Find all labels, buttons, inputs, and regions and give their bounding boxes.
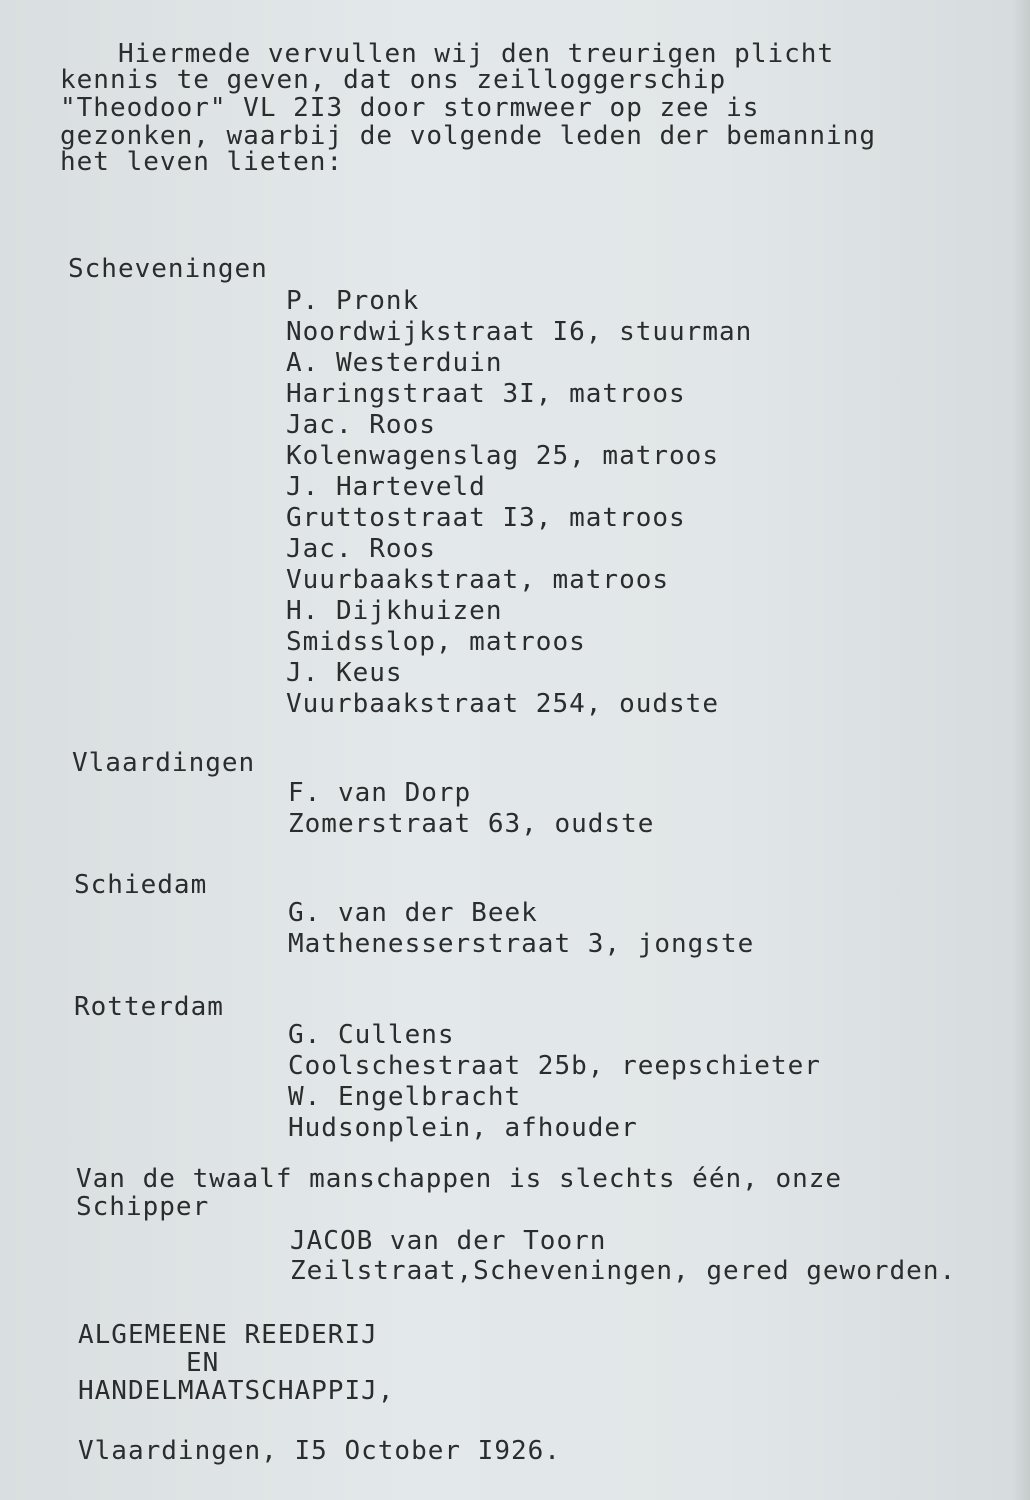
signature-line-2: EN: [186, 1348, 220, 1378]
crew-name: P. Pronk: [286, 286, 420, 316]
place-vlaardingen: Vlaardingen: [72, 748, 256, 778]
crew-name: A. Westerduin: [286, 348, 503, 378]
skipper-address: Zeilstraat,Scheveningen, gered geworden.: [290, 1256, 957, 1286]
crew-address: Vuurbaakstraat, matroos: [286, 565, 670, 595]
crew-address: Coolschestraat 25b, reepschieter: [288, 1051, 821, 1081]
crew-name: J. Keus: [286, 658, 403, 688]
crew-address: Vuurbaakstraat 254, oudste: [286, 689, 719, 719]
place-date: Vlaardingen, I5 October I926.: [78, 1436, 561, 1466]
crew-name: H. Dijkhuizen: [286, 596, 503, 626]
signature-line-3: HANDELMAATSCHAPPIJ,: [78, 1376, 395, 1406]
skipper-block: [290, 1226, 956, 1286]
intro-line-2: kennis te geven, dat ons zeilloggerschip: [60, 65, 727, 95]
place-rotterdam: Rotterdam: [74, 992, 224, 1022]
crew-address: Hudsonplein, afhouder: [288, 1113, 638, 1143]
intro-line-1: Hiermede vervullen wij den treurigen plicht: [118, 39, 835, 69]
intro-line-4: gezonken, waarbij de volgende leden der bemanning: [60, 121, 877, 151]
crew-list-vlaardingen: [288, 778, 654, 840]
page-edge-shadow: [1012, 0, 1030, 1500]
skipper-name: JACOB van der Toorn: [290, 1226, 607, 1256]
crew-name: W. Engelbracht: [288, 1082, 522, 1112]
signature-line-1: ALGEMEENE REEDERIJ: [78, 1320, 378, 1350]
crew-list-scheveningen: [286, 286, 752, 720]
crew-name: G. Cullens: [288, 1020, 455, 1050]
intro-paragraph: [60, 38, 876, 178]
intro-line-3: "Theodoor" VL 2I3 door stormweer op zee is: [60, 93, 760, 123]
crew-name: G. van der Beek: [288, 898, 538, 928]
place-schiedam: Schiedam: [74, 870, 208, 900]
crew-address: Kolenwagenslag 25, matroos: [286, 441, 719, 471]
intro-line-5: het leven lieten:: [60, 147, 344, 177]
company-signature: [78, 1320, 394, 1406]
place-scheveningen: Scheveningen: [68, 254, 268, 284]
crew-name: F. van Dorp: [288, 778, 472, 808]
crew-address: Haringstraat 3I, matroos: [286, 379, 686, 409]
closing-line-2: Schipper: [76, 1192, 210, 1222]
crew-address: Mathenesserstraat 3, jongste: [288, 929, 755, 959]
crew-list-schiedam: [288, 898, 754, 960]
crew-address: Zomerstraat 63, oudste: [288, 809, 655, 839]
crew-name: Jac. Roos: [286, 534, 436, 564]
crew-address: Gruttostraat I3, matroos: [286, 503, 686, 533]
crew-list-rotterdam: [288, 1020, 821, 1144]
crew-name: J. Harteveld: [286, 472, 486, 502]
crew-address: Noordwijkstraat I6, stuurman: [286, 317, 753, 347]
closing-line-1: Van de twaalf manschappen is slechts één, onze: [76, 1164, 843, 1194]
crew-name: Jac. Roos: [286, 410, 436, 440]
crew-address: Smidsslop, matroos: [286, 627, 586, 657]
closing-paragraph: [76, 1164, 842, 1222]
